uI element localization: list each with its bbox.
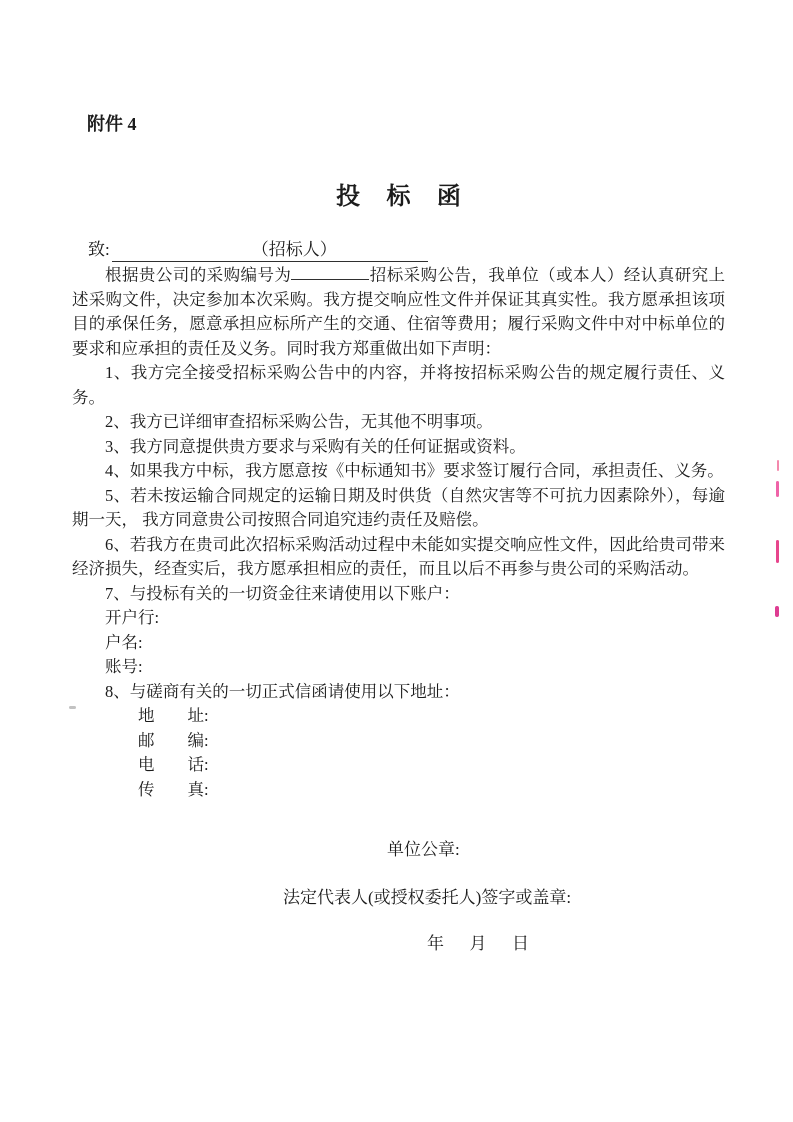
address-field-label bbox=[72, 704, 725, 729]
declaration-item-8: 8、与磋商有关的一切正式信函请使用以下地址： bbox=[105, 681, 460, 701]
postcode-label-left: 邮 bbox=[138, 730, 155, 750]
phone-label-left: 电 bbox=[138, 755, 155, 775]
procurement-number-blank-field bbox=[291, 262, 369, 280]
fax-label-right: 真: bbox=[187, 779, 209, 799]
declaration-item-1: 1、我方完全接受招标采购公告中的内容，并将按招标采购公告的规定履行责任、义务。 bbox=[72, 363, 725, 407]
date-day-label: 日 bbox=[512, 934, 529, 954]
declaration-item-3: 3、我方同意提供贵方要求与采购有关的任何证据或资料。 bbox=[105, 436, 526, 456]
phone-label-right: 话: bbox=[187, 755, 209, 775]
declaration-item-7: 7、与投标有关的一切资金往来请使用以下账户： bbox=[105, 583, 460, 603]
account-number-field-label: 账号: bbox=[105, 657, 143, 677]
address-label-right: 址: bbox=[187, 706, 209, 726]
document-title-text: 投标函 bbox=[336, 184, 488, 210]
document-title bbox=[72, 182, 725, 212]
fax-label-left: 传 bbox=[138, 779, 155, 799]
intro-lead-text: 根据贵公司的采购编号为 bbox=[105, 265, 292, 285]
phone-field-label bbox=[72, 753, 725, 778]
intro-paragraph bbox=[72, 262, 725, 361]
legal-representative-signature-label: 法定代表人(或授权委托人)签字或盖章: bbox=[283, 888, 572, 908]
date-month-label: 月 bbox=[469, 934, 487, 954]
account-name-field-label: 户名: bbox=[105, 632, 143, 652]
intro-tail-text: 招标采购公告，我单位（或本人）经认真研究上述采购文件，决定参加本次采购。我方提交响应性文件并保证其真实性。我方愿承担该项目的承保任务，愿意承担应标所产生的交通、住宿等费用；履行采购文件中对中标单位的要求和应承担的责任及义务。同时我方郑重做出如下声明： bbox=[72, 265, 725, 358]
salutation-line bbox=[88, 238, 725, 262]
recipient-blank-field bbox=[112, 239, 428, 262]
declaration-item-4: 4、如果我方中标，我方愿意按《中标通知书》要求签订履行合同，承担责任、义务。 bbox=[105, 461, 724, 481]
attachment-label: 附件 4 bbox=[87, 114, 137, 134]
salutation-to-label: 致: bbox=[88, 240, 110, 259]
postcode-label-right: 编: bbox=[187, 730, 209, 750]
recipient-hint: （招标人） bbox=[251, 240, 337, 259]
postcode-field-label bbox=[72, 729, 725, 754]
fax-field-label bbox=[72, 778, 725, 803]
declaration-item-5: 5、若未按运输合同规定的运输日期及时供货（自然灾害等不可抗力因素除外），每逾期一天， 我方同意贵公司按照合同追究违约责任及赔偿。 bbox=[72, 485, 725, 530]
company-seal-label: 单位公章: bbox=[387, 840, 460, 860]
declaration-item-2: 2、我方已详细审查招标采购公告，无其他不明事项。 bbox=[105, 412, 493, 432]
bank-field-label: 开户行: bbox=[105, 608, 160, 628]
address-label-left: 地 bbox=[138, 706, 155, 726]
date-year-label: 年 bbox=[427, 934, 444, 954]
date-line bbox=[427, 932, 725, 956]
declaration-item-6: 6、若我方在贵司此次招标采购活动过程中未能如实提交响应性文件，因此给贵司带来经济损失，经查实后，我方愿承担相应的责任，而且以后不再参与贵公司的采购活动。 bbox=[72, 534, 725, 579]
